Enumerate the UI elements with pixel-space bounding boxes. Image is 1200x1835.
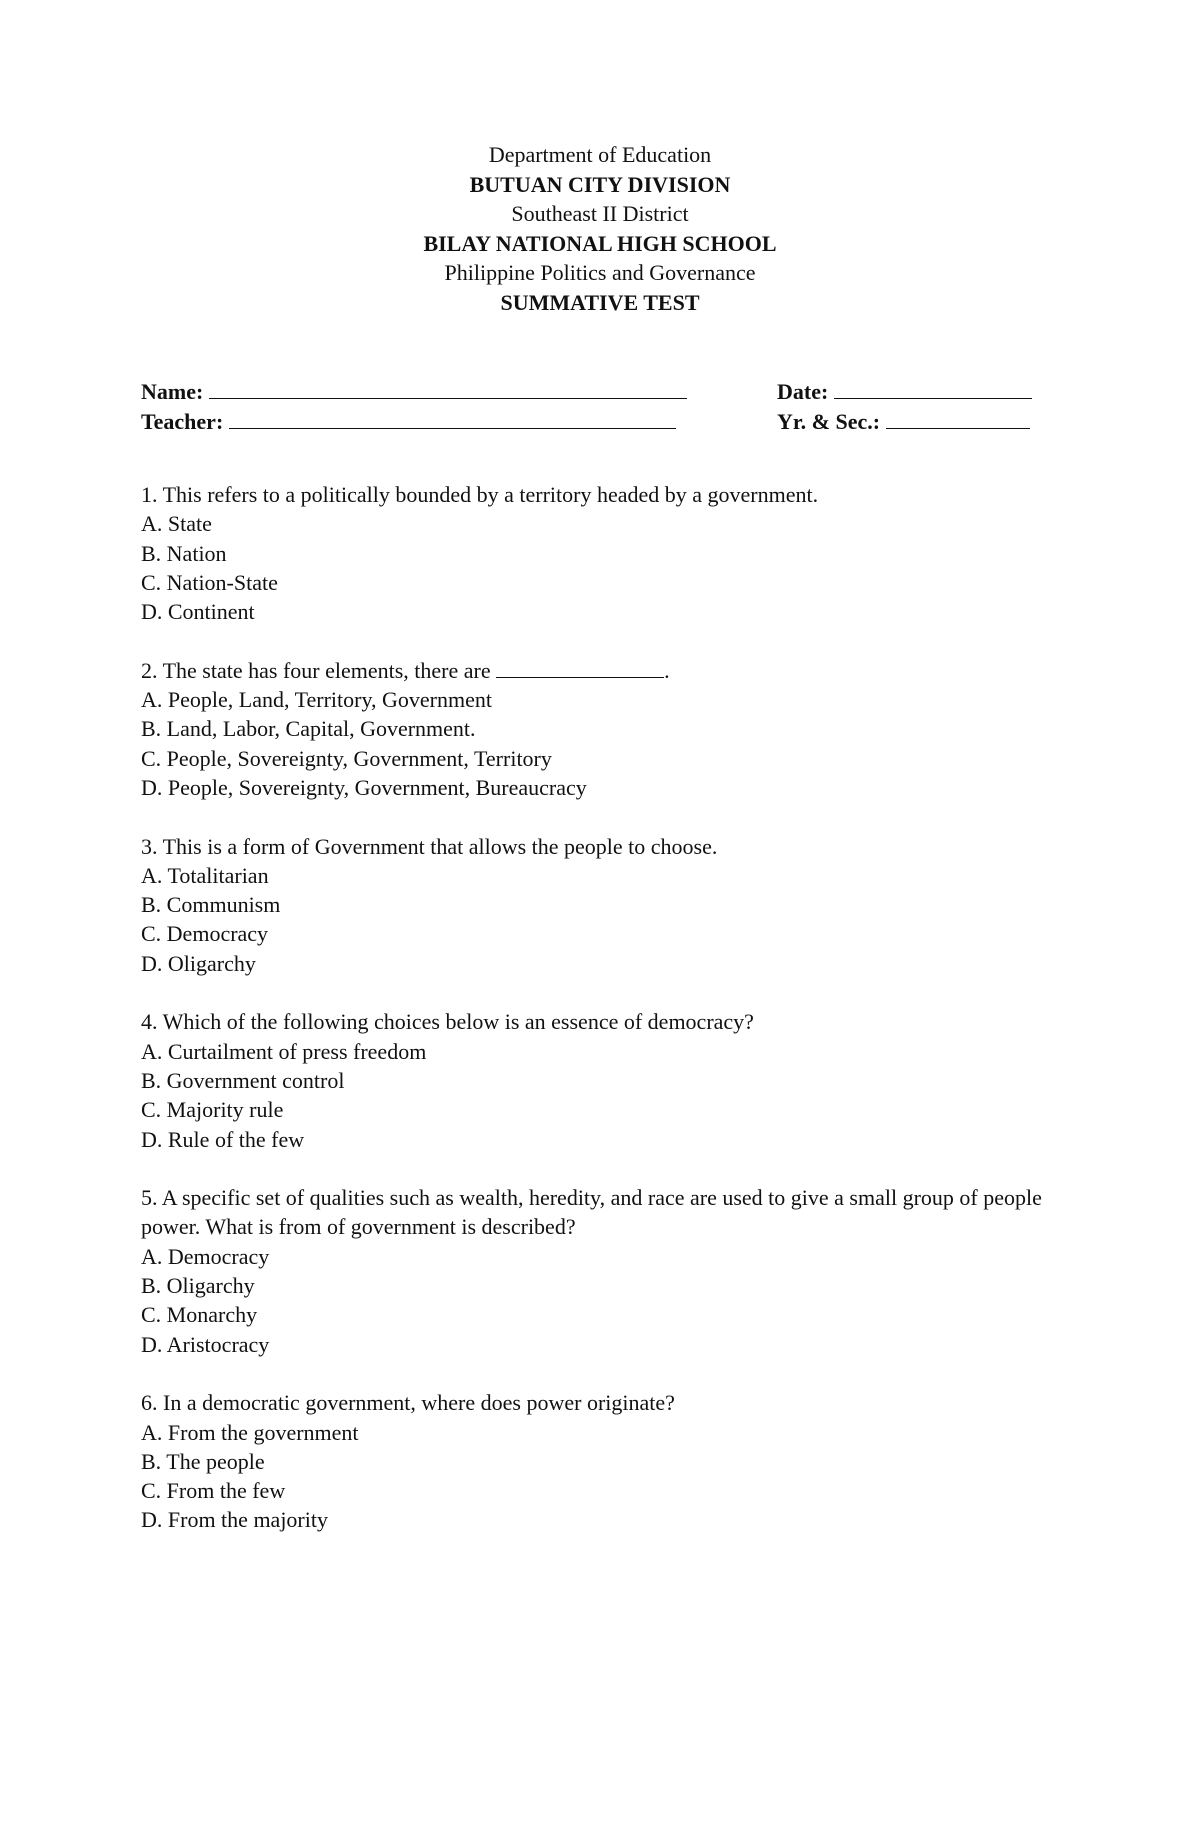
choice-c[interactable]: C. Democracy [141, 921, 269, 947]
question-text: 4. Which of the following choices below is an essence of democracy? [141, 1009, 754, 1035]
question-5 [141, 1183, 1071, 1359]
test-title: SUMMATIVE TEST [500, 289, 700, 315]
name-field[interactable] [141, 376, 687, 407]
question-3 [141, 832, 1071, 978]
school-name: BILAY NATIONAL HIGH SCHOOL [423, 230, 777, 256]
district-line: Southeast II District [511, 201, 689, 226]
question-text [141, 656, 1071, 685]
choice-a[interactable]: A. Democracy [141, 1243, 270, 1269]
choice-b[interactable]: B. The people [141, 1448, 265, 1474]
student-info-fields [141, 376, 1041, 436]
section-label: Yr. & Sec.: [777, 409, 881, 434]
choice-b[interactable]: B. Nation [141, 540, 227, 566]
choice-a[interactable]: A. Curtailment of press freedom [141, 1038, 427, 1064]
choice-d[interactable]: D. Oligarchy [141, 950, 256, 976]
choice-b[interactable]: B. Communism [141, 892, 281, 918]
choice-d[interactable]: D. People, Sovereignty, Government, Bureaucracy [141, 774, 587, 800]
choice-a[interactable]: A. Totalitarian [141, 862, 269, 888]
choice-a[interactable]: A. State [141, 511, 212, 537]
question-text: 5. A specific set of qualities such as wealth, heredity, and race are used to give a small group of people power. What is from of government is described? [141, 1185, 1042, 1240]
answer-blank-line[interactable] [496, 657, 664, 678]
choice-c[interactable]: C. From the few [141, 1478, 286, 1504]
choice-d[interactable]: D. Continent [141, 599, 255, 625]
choice-a[interactable]: A. People, Land, Territory, Government [141, 687, 492, 713]
choice-b[interactable]: B. Government control [141, 1067, 345, 1093]
choice-b[interactable]: B. Oligarchy [141, 1273, 255, 1299]
name-blank-line[interactable] [209, 376, 687, 399]
field-row-1 [141, 376, 1041, 406]
question-text: 1. This refers to a politically bounded by a territory headed by a government. [141, 482, 819, 507]
choice-a[interactable]: A. From the government [141, 1419, 359, 1445]
section-field[interactable] [777, 406, 1030, 437]
department-line: Department of Education [488, 142, 712, 167]
choice-d[interactable]: D. From the majority [141, 1507, 328, 1533]
question-2 [141, 656, 1071, 802]
division-line: BUTUAN CITY DIVISION [469, 171, 731, 197]
date-field[interactable] [777, 376, 1032, 407]
question-text-after-blank: . [664, 657, 670, 683]
question-text: 3. This is a form of Government that allows the people to choose. [141, 833, 718, 859]
choice-c[interactable]: C. Nation-State [141, 569, 278, 595]
question-text: 6. In a democratic government, where does power originate? [141, 1390, 675, 1416]
subject-line: Philippine Politics and Governance [444, 260, 756, 285]
choice-c[interactable]: C. People, Sovereignty, Government, Territory [141, 745, 552, 771]
choice-d[interactable]: D. Aristocracy [141, 1331, 270, 1357]
question-6 [141, 1388, 1071, 1534]
choice-d[interactable]: D. Rule of the few [141, 1126, 305, 1152]
choice-c[interactable]: C. Monarchy [141, 1302, 258, 1328]
question-4 [141, 1007, 1071, 1153]
choice-b[interactable]: B. Land, Labor, Capital, Government. [141, 716, 476, 742]
section-blank-line[interactable] [886, 406, 1030, 429]
questions-list [141, 480, 1071, 1564]
teacher-field[interactable] [141, 406, 676, 437]
question-1 [141, 480, 1071, 626]
date-label: Date: [777, 379, 829, 404]
field-row-2 [141, 406, 1041, 436]
teacher-label: Teacher: [141, 409, 224, 434]
choice-c[interactable]: C. Majority rule [141, 1097, 284, 1123]
teacher-blank-line[interactable] [229, 406, 676, 429]
document-header [0, 140, 1200, 317]
date-blank-line[interactable] [834, 376, 1032, 399]
question-text-before-blank: 2. The state has four elements, there are [141, 657, 497, 683]
name-label: Name: [141, 379, 204, 404]
